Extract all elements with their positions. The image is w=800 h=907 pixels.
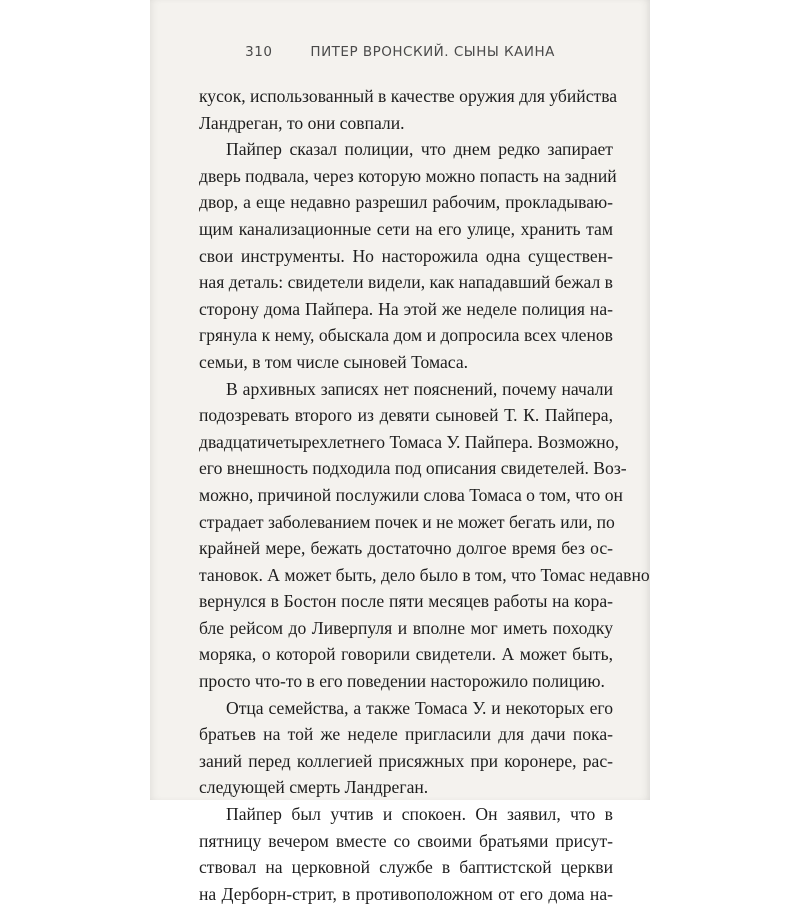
text-line: заний перед коллегией присяжных при коронере, рас- [199, 750, 613, 771]
body-text [199, 83, 650, 907]
text-line: Ландреган, то они совпали. [199, 112, 405, 133]
text-line: грянула к нему, обыскала дом и допросила всех членов [199, 325, 613, 346]
text-line: вернулся в Бостон после пяти месяцев работы на кора- [199, 591, 613, 612]
text-line: Отца семейства, а также Томаса У. и некоторых его [226, 697, 613, 718]
text-line: Пайпер был учтив и спокоен. Он заявил, что в [226, 804, 613, 825]
text-line: следующей смерть Ландреган. [199, 777, 429, 798]
text-line: тановок. А может быть, дело было в том, что Томас недавно [199, 564, 650, 585]
text-line: его внешность подходила под описания свидетелей. Воз- [199, 458, 627, 479]
text-line: щим канализационные сети на его улице, хранить там [199, 218, 613, 239]
text-line: свои инструменты. Но насторожила одна существен- [199, 245, 613, 266]
running-title: ПИТЕР ВРОНСКИЙ. СЫНЫ КАИНА [310, 44, 555, 60]
text-line: двадцатичетырехлетнего Томаса У. Пайпера. Возможно, [199, 431, 619, 452]
text-line: кусок, использованный в качестве оружия для убийства [199, 86, 618, 106]
text-line: моряка, о которой говорили свидетели. А может быть, [199, 644, 613, 665]
running-head [150, 44, 650, 60]
text-line: ная деталь: свидетели видели, как нападавший бежал в [199, 272, 613, 293]
text-line: просто что-то в его поведении насторожило полицию. [199, 671, 605, 692]
text-line: ствовал на церковной службе в баптистской церкви [199, 857, 613, 878]
text-line: двор, а еще недавно разрешил рабочим, прокладываю- [199, 192, 613, 213]
text-line: страдает заболеванием почек и не может бегать или, по [199, 511, 615, 532]
text-line: крайней мере, бежать достаточно долгое время без ос- [199, 538, 613, 559]
text-line: дверь подвала, через которую можно попасть на задний [199, 165, 617, 186]
text-line: на Дерборн-стрит, в противоположном от его дома на- [199, 883, 613, 904]
text-line: пятницу вечером вместе со своими братьями присут- [199, 830, 613, 851]
text-line: сторону дома Пайпера. На этой же неделе полиция на- [199, 298, 613, 319]
text-line: бле рейсом до Ливерпуля и вполне мог иметь походку [199, 617, 613, 638]
text-line: В архивных записях нет пояснений, почему начали [226, 378, 613, 399]
text-line: Пайпер сказал полиции, что днем редко запирает [226, 139, 613, 160]
text-line: братьев на той же неделе пригласили для дачи пока- [199, 724, 613, 745]
text-line: можно, причиной послужили слова Томаса о том, что он [199, 484, 623, 505]
text-line: подозревать второго из девяти сыновей Т. К. Пайпера, [199, 405, 613, 426]
page-number: 310 [245, 44, 273, 60]
text-line: семьи, в том числе сыновей Томаса. [199, 351, 469, 372]
book-page [150, 0, 650, 904]
